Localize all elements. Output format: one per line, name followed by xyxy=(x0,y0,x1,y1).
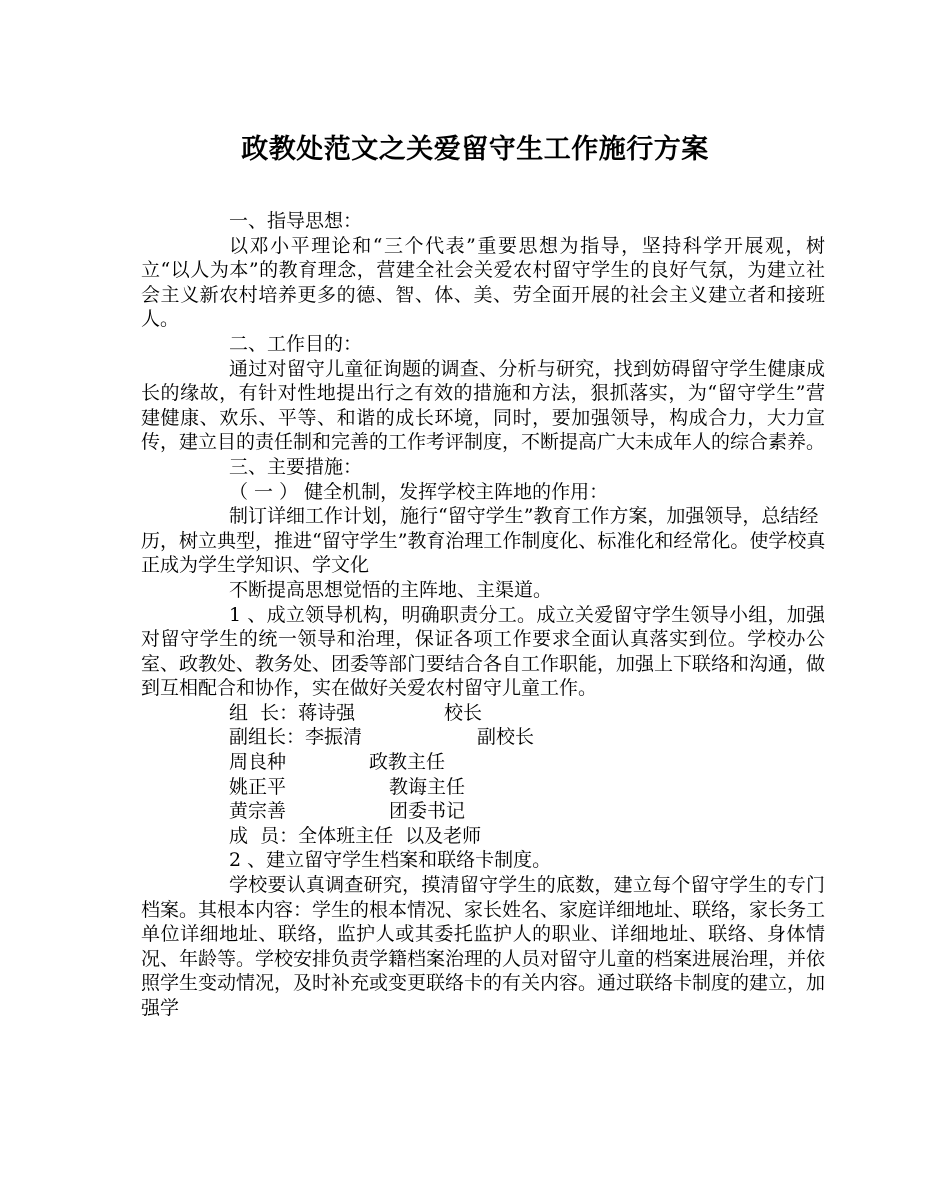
member-row xyxy=(141,701,825,726)
subsection-heading-mechanism: （ 一 ） 健全机制，发挥学校主阵地的作用： xyxy=(229,480,609,503)
member-role: 政教主任 xyxy=(369,751,446,774)
section-heading-work-goals: 二、工作目的： xyxy=(229,332,363,355)
member-name: 姚正平 xyxy=(229,775,287,798)
document-body xyxy=(141,209,825,1021)
member-role: 副校长 xyxy=(477,726,535,749)
paragraph-archive-content: 学校要认真调查研究，摸清留守学生的底数，建立每个留守学生的专门档案。其根本内容：学生的根本情况、家长姓名、家庭详细地址、联络，家长务工单位详细地址、联络，监护人或其委托监护人的职业、详细地址、联络、身体情况、年龄等。学校安排负责学籍档案治理的人员对留守儿童的档案进展治理，并依照学生变动情况，及时补充或变更联络卡的有关内容。通过联络卡制度的建立，加强学 xyxy=(141,874,826,1019)
document-title: 政教处范文之关爱留守生工作施行方案 xyxy=(241,134,709,165)
paragraph-work-goals: 通过对留守儿童征询题的调查、分析与研究，找到妨碍留守学生健康成长的缘故，有针对性地提出行之有效的措施和方法，狠抓落实，为“留守学生”营建健康、欢乐、平等、和谐的成长环境，同时，要加强领导，构成合力，大力宣传，建立目的责任制和完善的工作考评制度，不断提高广大未成年人的综合素养。 xyxy=(141,357,826,454)
paragraph-guiding-ideology: 以邓小平理论和“三个代表”重要思想为指导，坚持科学开展观，树立“以人为本”的教育理念，营建全社会关爱农村留守学生的良好气氛，为建立社会主义新农村培养更多的德、智、体、美、劳全面开展的社会主义建立者和接班人。 xyxy=(141,234,825,331)
paragraph-archive-heading: 2 、建立留守学生档案和联络卡制度。 xyxy=(229,849,552,872)
member-name: 周良种 xyxy=(229,751,287,774)
paragraph-work-plan: 制订详细工作计划，施行“留守学生”教育工作方案，加强领导，总结经历，树立典型，推进“留守学生”教育治理工作制度化、标准化和经常化。使学校真正成为学生学知识、学文化 xyxy=(141,505,826,577)
member-role: 团委书记 xyxy=(389,800,466,823)
member-row xyxy=(141,799,825,824)
member-row xyxy=(141,750,825,775)
member-row xyxy=(141,725,825,750)
member-row xyxy=(141,775,825,800)
section-heading-main-measures: 三、主要措施： xyxy=(229,455,363,478)
section-heading-guiding-ideology: 一、指导思想： xyxy=(229,210,363,232)
member-role: 教诲主任 xyxy=(389,775,466,798)
member-name: 黄宗善 xyxy=(229,800,287,823)
member-role: 校长 xyxy=(444,701,483,724)
paragraph-leadership-organization: 1 、成立领导机构，明确职责分工。成立关爱留守学生领导小组，加强对留守学生的统一领导和治理，保证各项工作要求全面认真落实到位。学校办公室、政教处、教务处、团委等部门要结合各自工作职能，加强上下联络和沟通，做到互相配合和协作，实在做好关爱农村留守儿童工作。 xyxy=(141,603,826,700)
member-name: 副组长：李振清 xyxy=(229,726,363,749)
paragraph-main-position: 不断提高思想觉悟的主阵地、主渠道。 xyxy=(229,578,553,601)
members-all-row: 成 员：全体班主任 以及老师 xyxy=(229,824,482,847)
member-name: 组 长：蒋诗强 xyxy=(229,701,356,724)
